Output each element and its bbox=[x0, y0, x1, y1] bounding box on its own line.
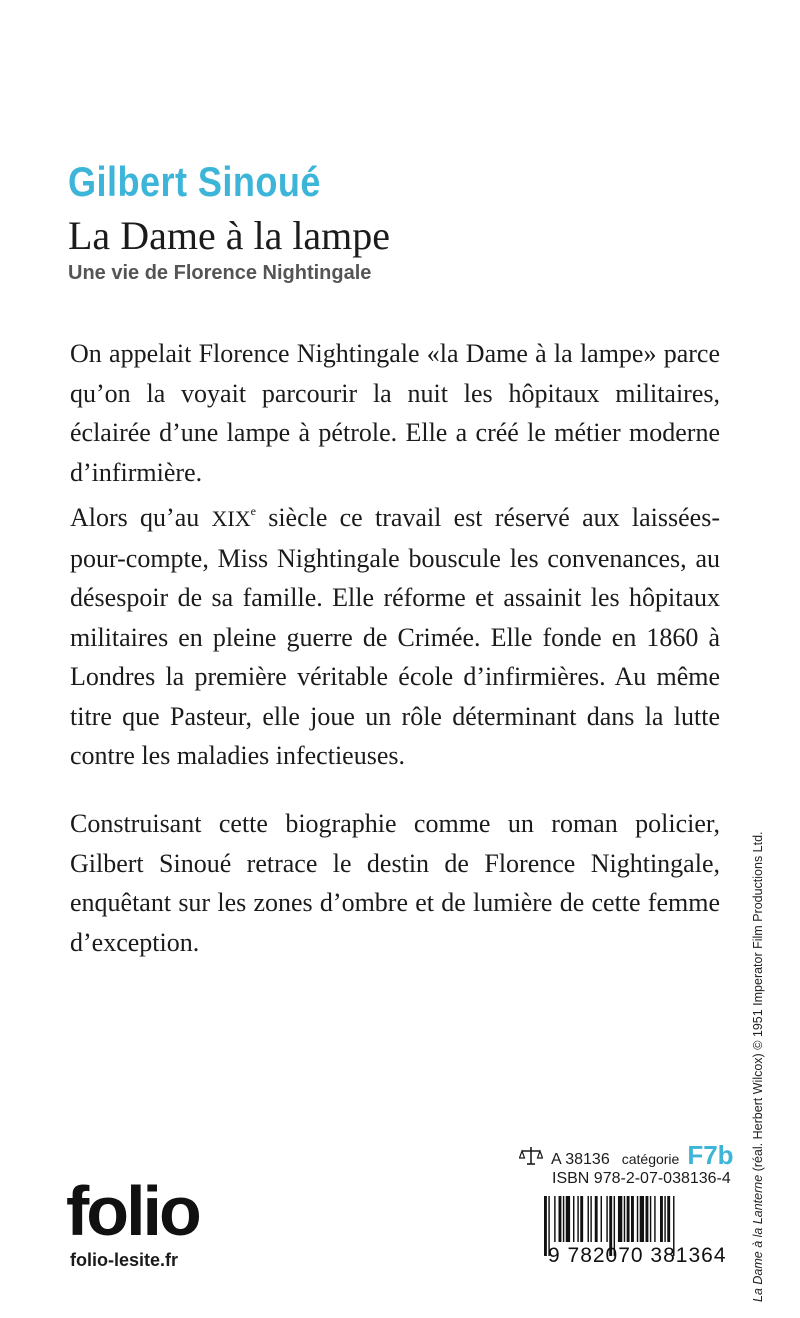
barcode-bar bbox=[637, 1196, 638, 1242]
barcode-digits: 9 782070 381364 bbox=[548, 1244, 727, 1267]
catalog-ref-number: A 38136 bbox=[551, 1151, 610, 1168]
blurb-section-2 bbox=[70, 804, 720, 962]
book-title: La Dame à la lampe bbox=[68, 213, 391, 258]
author-name: Gilbert Sinoué bbox=[68, 158, 321, 205]
barcode-bar bbox=[590, 1196, 591, 1242]
barcode-bar bbox=[664, 1196, 665, 1242]
catalog-reference bbox=[519, 1140, 734, 1171]
barcode-bar bbox=[606, 1196, 607, 1242]
barcode-bar bbox=[544, 1196, 547, 1256]
barcode-bar bbox=[601, 1196, 602, 1242]
image-credit bbox=[751, 831, 765, 1302]
barcode-bar bbox=[624, 1196, 625, 1242]
barcode-bar bbox=[573, 1196, 574, 1242]
century-numeral: XIX bbox=[211, 506, 251, 531]
barcode-bar bbox=[660, 1196, 663, 1242]
barcode-bar bbox=[577, 1196, 578, 1242]
isbn-number: ISBN 978-2-07-038136-4 bbox=[552, 1170, 731, 1187]
barcode-bar bbox=[554, 1196, 555, 1242]
category-code: F7b bbox=[687, 1140, 734, 1170]
category-label: catégorie bbox=[621, 1151, 680, 1167]
barcode-bar bbox=[563, 1196, 564, 1242]
credit-details: (réal. Herbert Wilcox) © 1951 Imperator Film Productions Ltd. bbox=[751, 831, 765, 1175]
barcode-bar bbox=[627, 1196, 630, 1242]
blurb-text: Alors qu’au bbox=[70, 503, 212, 532]
barcode-bar bbox=[580, 1196, 583, 1242]
barcode-bar bbox=[631, 1196, 634, 1242]
barcode-bar bbox=[618, 1196, 622, 1242]
barcode-bar bbox=[646, 1196, 649, 1242]
barcode-bar bbox=[654, 1196, 655, 1242]
barcode-bar bbox=[595, 1196, 598, 1242]
barcode-bar bbox=[566, 1196, 570, 1242]
blurb-paragraph-1: On appelait Florence Nightingale «la Dame à la lampe» parce qu’on la voyait parcourir la nuit les hôpitaux militaires, éclairée d’une lampe à pétrole. Elle a créé le métier moderne d’infirmière. bbox=[70, 339, 720, 487]
barcode-bar bbox=[640, 1196, 644, 1242]
blurb-paragraph-3: Construisant cette biographie comme un roman policier, Gilbert Sinoué retrace le destin de Florence Nightingale, enquêtant sur les zones d’ombre et de lumière de cette femme d’exception. bbox=[70, 809, 720, 957]
blurb-paragraph-2 bbox=[70, 492, 720, 776]
barcode-bar bbox=[588, 1196, 589, 1242]
barcode-bar bbox=[559, 1196, 562, 1242]
blurb-section-1 bbox=[70, 334, 720, 776]
publisher-website: folio-lesite.fr bbox=[70, 1250, 179, 1270]
barcode-bar bbox=[650, 1196, 651, 1242]
credit-film-title: La Dame à la Lanterne bbox=[751, 1174, 765, 1302]
barcode bbox=[540, 1196, 718, 1284]
century-superscript: e bbox=[250, 504, 256, 518]
gallimard-scales-icon bbox=[519, 1146, 543, 1166]
blurb-text: siècle ce travail est réservé aux laissées-pour-compte, Miss Nightingale bouscule les convenances, au désespoir de sa famille. Elle réforme et assainit les hôpitaux militaires en pleine guerre de Crimée. Elle fonde en 1860 à Londres la première véritable école d’infirmières. Au même titre que Pasteur, elle joue un rôle déterminant dans la lutte contre les maladies infectieuses. bbox=[70, 503, 720, 770]
folio-logo: folio bbox=[66, 1172, 199, 1250]
barcode-bar bbox=[667, 1196, 670, 1242]
book-subtitle: Une vie de Florence Nightingale bbox=[68, 262, 372, 284]
